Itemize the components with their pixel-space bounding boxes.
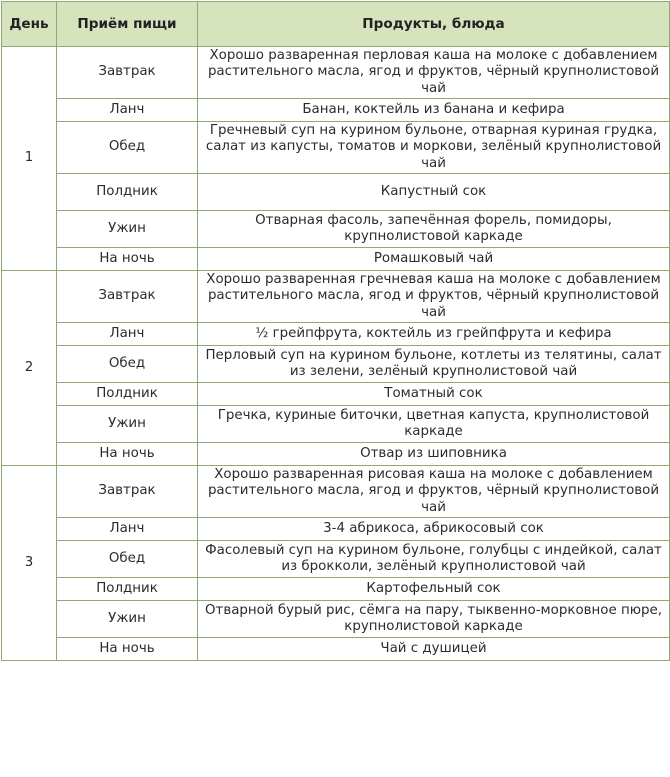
food-cell: Ромашковый чай [198,248,670,271]
meal-cell: На ночь [57,248,198,271]
meal-cell: Обед [57,346,198,383]
day-number-cell: 3 [2,466,57,661]
table-row [2,174,670,211]
food-cell: Отвар из шиповника [198,443,670,466]
header-food: Продукты, блюда [198,2,670,47]
food-cell: Хорошо разваренная перловая каша на молоке с добавлением растительного масла, ягод и фруктов, чёрный крупнолистовой чай [198,47,670,99]
food-cell: Гречневый суп на курином бульоне, отварная куриная грудка, салат из капусты, томатов и моркови, зелёный крупнолистовой чай [198,122,670,174]
meal-cell: Ужин [57,406,198,443]
meal-cell: Ужин [57,601,198,638]
meal-cell: Завтрак [57,271,198,323]
meal-cell: Ланч [57,323,198,346]
table-row [2,323,670,346]
food-cell: Чай с душицей [198,638,670,661]
table-row [2,383,670,406]
table-row [2,541,670,578]
meal-cell: На ночь [57,443,198,466]
food-cell: Банан, коктейль из банана и кефира [198,99,670,122]
food-cell: Хорошо разваренная рисовая каша на молоке с добавлением растительного масла, ягод и фруктов, чёрный крупнолистовой чай [198,466,670,518]
table-row [2,638,670,661]
table-row [2,271,670,323]
table-row [2,406,670,443]
table-row [2,211,670,248]
meal-cell: Полдник [57,174,198,211]
meal-cell: Ужин [57,211,198,248]
meal-plan-table [1,1,670,661]
header-day: День [2,2,57,47]
meal-cell: Ланч [57,99,198,122]
food-cell: Гречка, куриные биточки, цветная капуста, крупнолистовой каркаде [198,406,670,443]
meal-cell: Обед [57,122,198,174]
table-row [2,578,670,601]
table-row [2,466,670,518]
food-cell: Фасолевый суп на курином бульоне, голубцы с индейкой, салат из брокколи, зелёный крупнолистовой чай [198,541,670,578]
day-number-cell: 2 [2,271,57,466]
meal-cell: Обед [57,541,198,578]
table-row [2,346,670,383]
header-meal: Приём пищи [57,2,198,47]
meal-cell: Полдник [57,578,198,601]
day-number-cell: 1 [2,47,57,271]
food-cell: Отварная фасоль, запечённая форель, помидоры, крупнолистовой каркаде [198,211,670,248]
food-cell: Томатный сок [198,383,670,406]
food-cell: ½ грейпфрута, коктейль из грейпфрута и кефира [198,323,670,346]
table-row [2,122,670,174]
food-cell: Перловый суп на курином бульоне, котлеты из телятины, салат из зелени, зелёный крупнолистовой чай [198,346,670,383]
food-cell: Картофельный сок [198,578,670,601]
table-row [2,518,670,541]
meal-cell: Полдник [57,383,198,406]
table-row [2,601,670,638]
food-cell: Отварной бурый рис, сёмга на пару, тыквенно-морковное пюре, крупнолистовой каркаде [198,601,670,638]
table-header-row [2,2,670,47]
food-cell: 3-4 абрикоса, абрикосовый сок [198,518,670,541]
meal-cell: Завтрак [57,47,198,99]
table-row [2,248,670,271]
table-row [2,443,670,466]
table-row [2,99,670,122]
meal-cell: Завтрак [57,466,198,518]
food-cell: Капустный сок [198,174,670,211]
table-row [2,47,670,99]
meal-cell: На ночь [57,638,198,661]
meal-cell: Ланч [57,518,198,541]
food-cell: Хорошо разваренная гречневая каша на молоке с добавлением растительного масла, ягод и фруктов, чёрный крупнолистовой чай [198,271,670,323]
